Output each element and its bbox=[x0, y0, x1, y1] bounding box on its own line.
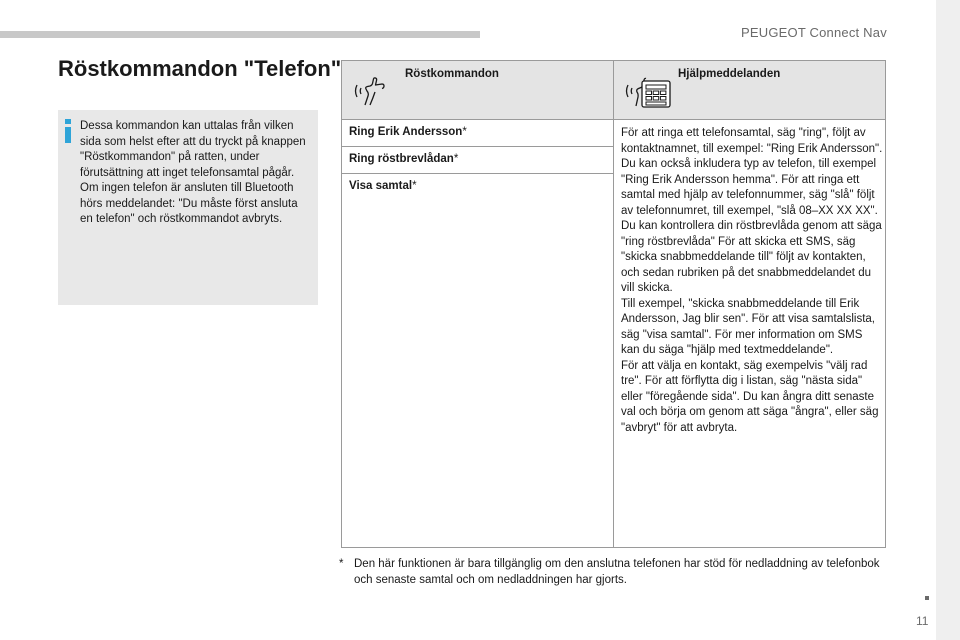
command-text: Ring röstbrevlådan bbox=[349, 153, 454, 165]
command-cell bbox=[342, 153, 613, 165]
row-divider bbox=[342, 146, 613, 147]
column-divider bbox=[613, 61, 614, 547]
footnote-mark: * bbox=[339, 558, 344, 570]
help-cell bbox=[621, 126, 883, 436]
command-mark: * bbox=[453, 153, 459, 165]
info-text bbox=[80, 119, 312, 228]
command-mark: * bbox=[412, 180, 417, 192]
info-paragraph: Dessa kommandon kan uttalas från vilken sida som helst efter att du tryckt på knappen "Röstkommandon" på ratten, under förutsättning att inget telefonsamtal pågår. bbox=[80, 120, 306, 179]
page-number: 11 bbox=[916, 614, 929, 628]
header-label: Hjälpmeddelanden bbox=[678, 68, 781, 80]
info-icon bbox=[64, 119, 72, 143]
command-text: Visa samtal bbox=[349, 180, 413, 192]
info-paragraph: Om ingen telefon är ansluten till Bluetooth hörs meddelandet: "Du måste först ansluta en telefon" och röstkommandot avbryts. bbox=[80, 182, 298, 225]
row-divider bbox=[342, 173, 613, 174]
header-title: PEUGEOT Connect Nav bbox=[741, 25, 887, 40]
command-cell bbox=[342, 126, 613, 138]
voice-command-icon bbox=[353, 75, 387, 107]
header-label: Röstkommandon bbox=[405, 68, 499, 80]
help-paragraph: För att ringa ett telefonsamtal, säg "ring", följt av kontaktnamnet, till exempel: "Ring Erik Andersson". Du kan också inkludera typ av telefon, till exempel "Ring Erik Andersson hemma". För att ringa ett samtal med hjälp av telefonnummer, säg "slå" följt av telefonnumret, till exempel, "slå 08–XX XX XX". Du kan kontrollera din röstbrevlåda genom att säga "ring röstbrevlåda" För att skicka ett SMS, säg "skicka snabbmeddelande till" följt av kontakten, och sedan rubriken på det snabbmeddelandet du vill skicka. bbox=[621, 127, 883, 294]
help-paragraph: För att välja en kontakt, säg exempelvis "välj rad tre". För att förflytta dig i listan, säg "nästa sida" eller "föregående sida". Du kan ångra ditt senaste val och börja om genom att säga "ångra", eller säg "avbryt" för att avbryta. bbox=[621, 359, 879, 434]
header-cell-help bbox=[614, 61, 885, 119]
footnote bbox=[339, 556, 899, 588]
header-cell-commands bbox=[342, 61, 613, 119]
side-strip bbox=[936, 0, 960, 640]
command-text: Ring Erik Andersson bbox=[349, 126, 463, 138]
voice-command-table bbox=[341, 60, 886, 548]
header-rule bbox=[0, 31, 480, 38]
command-cell bbox=[342, 180, 613, 192]
info-box bbox=[58, 110, 318, 305]
voice-help-icon bbox=[625, 75, 673, 109]
command-mark: * bbox=[462, 126, 467, 138]
page-dot bbox=[925, 596, 929, 600]
help-paragraph: Till exempel, "skicka snabbmeddelande till Erik Andersson, Jag blir sen". För att visa samtalslista, säg "visa samtal". För mer information om SMS kan du säga "hjälp med textmeddelande". bbox=[621, 297, 875, 356]
page-title: Röstkommandon "Telefon" bbox=[58, 56, 342, 81]
footnote-text: Den här funktionen är bara tillgänglig om den anslutna telefonen har stöd för nedladdning av telefonbok och senaste samtal och om nedladdningen har gjorts. bbox=[354, 558, 880, 586]
